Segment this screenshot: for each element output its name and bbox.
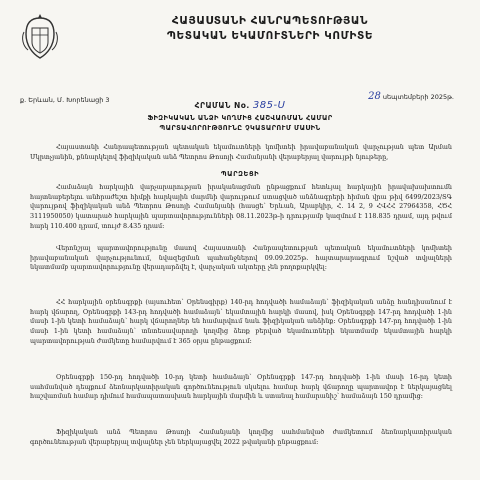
header-line-1: ՀԱՅԱՍՏԱՆԻ ՀԱՆՐԱՊԵՏՈՒԹՅԱՆ — [171, 15, 369, 27]
intro-paragraph: Հայաստանի Հանրապետության պետական եկամուտների կոմիտեի իրավաբանական վարչության պետ Արման Մկրտչյանին, քննարկելով ֆիզիկական անձ Պետրոս Թոսոյի Համանյանի վերաբերյալ վարույթի նյութերը, — [30, 143, 452, 161]
order-number-line — [0, 100, 480, 111]
date-day-handwritten: 28 — [368, 91, 381, 102]
date-month-year: սեպտեմբերի 2025թ. — [382, 93, 454, 101]
order-number-handwritten: 385-Ս — [252, 100, 286, 111]
section-heading: ՊԱՐԶԵՑԻ — [220, 170, 260, 178]
order-label: ՀՐԱՄԱՆ No. — [194, 101, 250, 110]
body-paragraph: Վերոնշյալ պարտավորությունը մասով Հայաստանի Հանրապետության պետական եկամուտների կոմիտեի իրավաբանական վարչությունում, նվազեցման պահանջներով 09.09.2025թ. հայտարարագրում նշված տվյալների նկատմամբ պարտավորությունը վերադարձվել է, վարչական ակտերը չեն բողոքարկվել: — [30, 244, 452, 272]
issuer-address: ք. Երևան, Մ. Խորենացի 3 — [20, 96, 110, 104]
header-line-2: ՊԵՏԱԿԱՆ ԵԿԱՄՈՒՏՆԵՐԻ ԿՈՄԻՏԵ — [166, 30, 374, 42]
body-paragraph: Օրենսգրքի 150-րդ հոդվածի 10-րդ կետի համաձայն՝ Օրենսգրքի 147-րդ հոդվածի 1-ին մասի 16-րդ կետի սահմանված դեպքում ձեռնարկատիրական գործունեություն սկսելու համար հարկ վճարողը պարտավոր է ներկայացնել հաշվառման համար դիմում համապատասխան հարկային մարմին և ստանալ համարանիշ՝ համաձայն 150 դրամից: — [30, 373, 452, 401]
order-title-line-2: ՊԱՐՏԱՎՈՐՈՒԹՅՈՒՆԸ ՉԿԱՏԱՐՈՒՄ ՄԱՍԻՆ — [159, 124, 321, 132]
body-paragraph: Համաձայն հարկային վարչարարության իրականացման ընթացքում հետևյալ հարկային իրավախախտումն հայտնաբերելու անհրաժեշտ հիմքի հարկային մարմնի վարույթում ստացված անձնագրերի հիման վրա թիվ 6499/2023/ՏԳ վարույթով ֆիզիկական անձ Պետրոս Թոսոյի Համանյանի (հասցե՝ Երևան, Արաբկիր, Հ. 14 2, 9 ՀՎՀՀ 27964358, ՀԾՀ 3111950050) կատարած հարկային պարտավորությունների 08.11.2023թ-ի դրությամբ կազմում է 118.835 դրամ, այդ թվում հարկ 110.400 դրամ, տույժ 8.435 դրամ: — [30, 183, 452, 230]
issuer-header — [70, 14, 470, 44]
order-title-line-1: ՖԻԶԻԿԱԿԱՆ ԱՆՁԻ ԿՈՂՄԻՑ ՀԱՇՎԱՌՄԱՆ ՀԱՄԱՐ — [147, 114, 333, 122]
body-paragraph: ՀՀ հարկային օրենսգրքի (այսուհետ՝ Օրենսգիրք) 140-րդ հոդվածի համաձայն՝ ֆիզիկական անձը հանդիսանում է հարկ վճարող, Օրենսգրքի 143-րդ հոդվածի համաձայն՝ եկամտային հարկի մասով, իսկ Օրենսգրքի 147-րդ հոդվածի 1-ին մասի 1-ին կետի համաձայն՝ հարկ վճարողներ են համարվում նաև ֆիզիկական անձինք: Օրենսգրքի 147-րդ հոդվածի 1-ին մասի 1-ին կետի համաձայն՝ տնտեսավարողի կողմից ձեռք բերված եկամուտների նկատմամբ եկամտային հարկի պարտավորության ժամկետը համարվում է 365 օրյա ընթացքում: — [30, 298, 452, 345]
body-paragraph: Ֆիզիկական անձ Պետրոս Թոսոյի Համանյանի կողմից սահմանված ժամկետում ձեռնարկատիրական գործունեության վերաբերյալ տվյալներ չեն ներկայացվել 2022 թվականի ընթացքում: — [30, 428, 452, 446]
coat-of-arms-emblem — [20, 12, 60, 62]
